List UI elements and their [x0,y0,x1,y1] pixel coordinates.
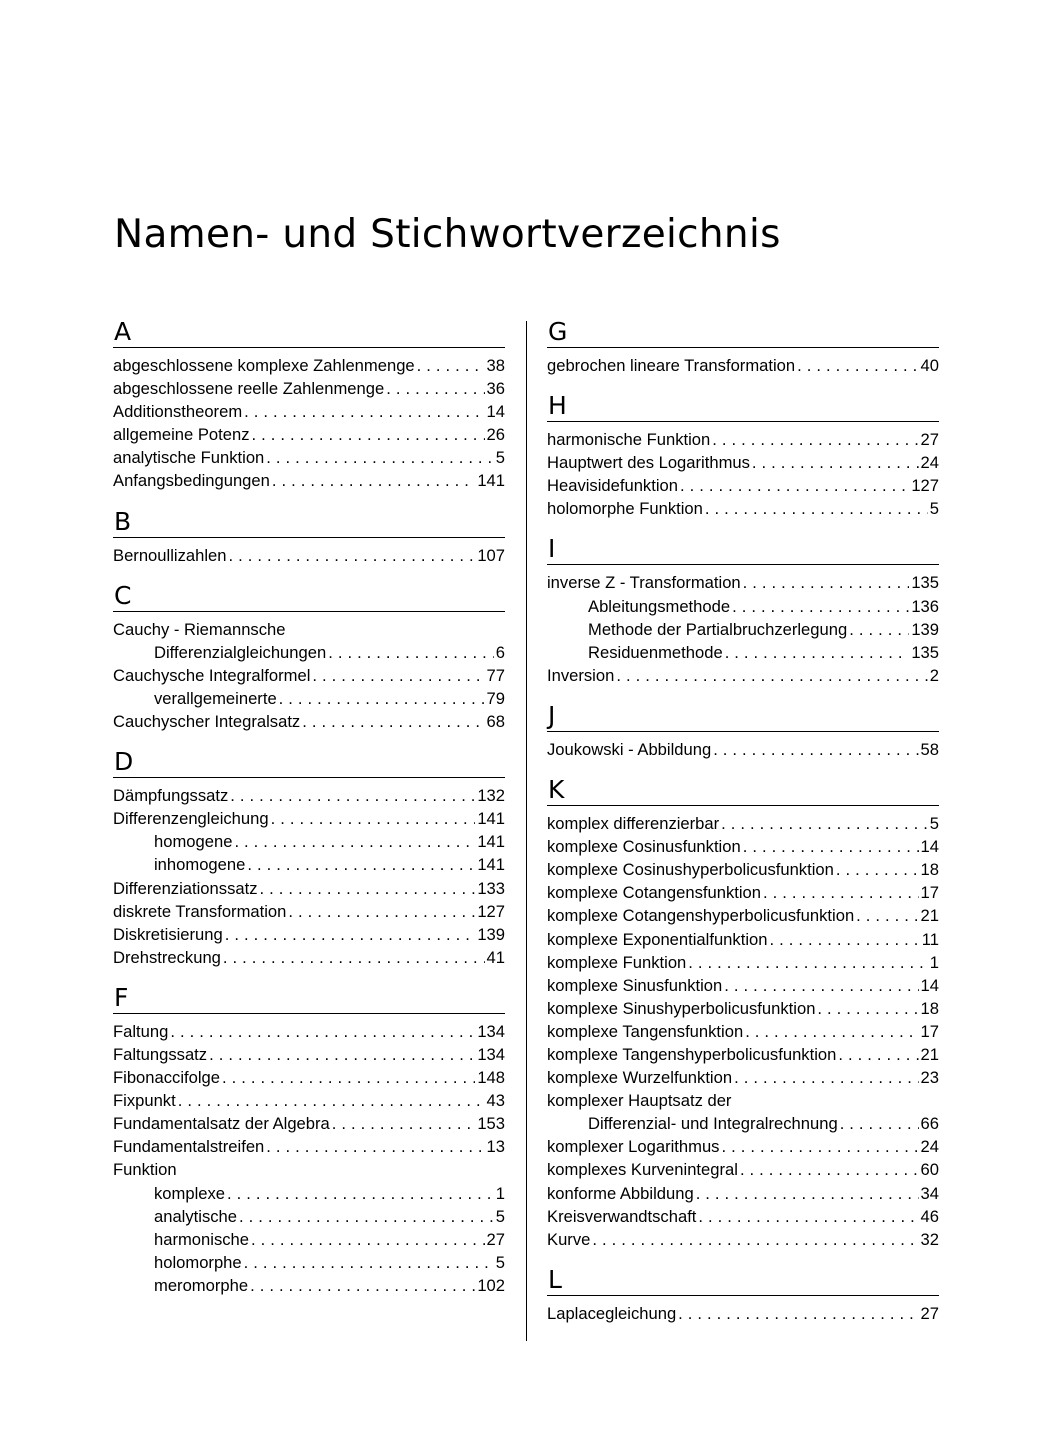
entry-page-number: 5 [929,499,939,519]
index-entry [547,451,939,474]
index-section-a [113,316,505,493]
index-column-right [547,316,939,1325]
entry-term: Laplacegleichung [547,1303,677,1323]
index-entry [113,923,505,946]
index-entry [547,474,939,497]
entry-term: harmonische Funktion [547,430,711,450]
entry-page-number: 11 [921,929,939,949]
index-entry [547,997,939,1020]
dot-leader [227,1182,494,1205]
index-entry [113,807,505,830]
entry-page-number: 102 [477,1275,505,1295]
dot-leader [332,1112,476,1135]
index-entry [547,1302,939,1325]
index-section-k [547,774,939,1251]
index-entry [113,618,505,641]
entry-page-number: 134 [477,1044,505,1064]
entry-page-number: 17 [920,883,939,903]
column-divider [526,321,527,1341]
entry-page-number: 24 [920,1137,939,1157]
index-entry [547,1158,939,1181]
dot-leader [721,1135,918,1158]
dot-leader [244,1251,494,1274]
dot-leader [745,1020,918,1043]
index-entry [547,1228,939,1251]
entry-term: Anfangsbedingungen [113,471,270,491]
index-entry [547,1089,939,1112]
index-entry [113,946,505,969]
dot-leader [178,1089,485,1112]
index-section-j [547,700,939,761]
index-entry [113,377,505,400]
entry-page-number: 21 [920,906,939,926]
index-entry [113,1066,505,1089]
entry-term: komplexe Sinusfunktion [547,975,723,995]
dot-leader [797,354,918,377]
entry-term: komplexe Sinushyperbolicusfunktion [547,998,816,1018]
index-section-c [113,580,505,733]
entry-term: Diskretisierung [113,924,223,944]
entry-term: holomorphe Funktion [547,499,703,519]
entry-term: analytische [154,1206,238,1226]
dot-leader [740,1158,919,1181]
index-entry [113,544,505,567]
dot-leader [260,877,476,900]
entry-page-number: 141 [477,809,505,829]
section-letter: L [547,1264,939,1296]
index-subentry [547,641,939,664]
dot-leader [225,923,476,946]
entry-term: Cauchysche Integralformel [113,665,311,685]
dot-leader [386,377,484,400]
dot-leader [725,641,910,664]
index-section-g [547,316,939,377]
entry-page-number: 1 [495,1183,505,1203]
entry-page-number: 1 [929,952,939,972]
entry-term: Cauchyscher Integralsatz [113,712,301,732]
dot-leader [272,469,475,492]
entry-term: verallgemeinerte [154,688,277,708]
entry-page-number: 134 [477,1021,505,1041]
dot-leader [170,1020,475,1043]
entry-term: abgeschlossene komplexe Zahlenmenge [113,356,415,375]
dot-leader [228,544,475,567]
dot-leader [223,946,485,969]
entry-page-number: 14 [486,402,505,422]
entry-term: harmonische [154,1229,250,1249]
index-entry [113,1089,505,1112]
entry-page-number: 127 [911,476,939,496]
entry-page-number: 133 [477,878,505,898]
entry-page-number: 17 [920,1021,939,1041]
entry-page-number: 24 [920,453,939,473]
entry-page-number: 40 [920,356,939,375]
entry-page-number: 136 [911,596,939,616]
entry-page-number: 60 [920,1160,939,1180]
dot-leader [266,1135,484,1158]
entry-page-number: 148 [477,1068,505,1088]
entry-term: konforme Abbildung [547,1183,694,1203]
entry-page-number: 41 [486,947,505,967]
entry-term: Faltung [113,1021,169,1041]
entry-term: Funktion [113,1160,177,1180]
section-letter: B [113,506,505,538]
entry-page-number: 141 [477,832,505,852]
index-entry [113,423,505,446]
index-subentry [113,1228,505,1251]
index-subentry [113,830,505,853]
index-subentry [547,595,939,618]
entry-term: Bernoullizahlen [113,545,227,565]
index-entry [547,951,939,974]
entry-page-number: 23 [920,1068,939,1088]
section-letter: J [547,700,939,732]
entry-page-number: 36 [486,379,505,399]
index-subentry [113,853,505,876]
dot-leader [705,497,928,520]
section-letter: G [547,316,939,348]
entry-page-number: 5 [495,1206,505,1226]
entry-page-number: 2 [929,665,939,685]
index-entry [113,1158,505,1181]
entry-page-number: 58 [920,739,939,759]
entry-term: holomorphe [154,1252,242,1272]
index-entry [547,738,939,761]
entry-page-number: 5 [495,448,505,468]
dot-leader [743,835,919,858]
entry-term: Drehstreckung [113,947,221,967]
entry-term: inverse Z - Transformation [547,573,741,593]
dot-leader [592,1228,918,1251]
index-subentry [113,1274,505,1297]
index-entry [113,877,505,900]
entry-term: komplexe Cotangensfunktion [547,883,762,903]
dot-leader [688,951,927,974]
dot-leader [271,807,476,830]
index-subentry [113,1251,505,1274]
entry-term: Joukowski - Abbildung [547,739,712,759]
entry-term: komplexe Tangensfunktion [547,1021,744,1041]
entry-term: diskrete Transformation [113,901,287,921]
entry-term: abgeschlossene reelle Zahlenmenge [113,379,385,399]
entry-term: komplexe Cosinusfunktion [547,837,741,857]
entry-term: Heavisidefunktion [547,476,678,496]
dot-leader [698,1205,918,1228]
dot-leader [328,641,494,664]
entry-term: komplexe Funktion [547,952,687,972]
dot-leader [616,664,927,687]
section-letter: F [113,982,505,1014]
dot-leader [302,710,484,733]
page-title: Namen- und Stichwortverzeichnis [114,212,781,257]
entry-term: Differenzialgleichungen [154,642,327,662]
entry-term: komplexe Tangenshyperbolicusfunktion [547,1044,837,1064]
entry-page-number: 132 [477,786,505,806]
entry-term: analytische Funktion [113,448,265,468]
dot-leader [734,1066,918,1089]
entry-page-number: 14 [920,975,939,995]
entry-page-number: 141 [477,471,505,491]
index-entry [547,1020,939,1043]
index-subentry [113,1182,505,1205]
dot-leader [417,354,485,377]
index-subentry [547,618,939,641]
index-entry [547,571,939,594]
entry-page-number: 32 [920,1229,939,1249]
entry-page-number: 139 [911,619,939,639]
index-entry [113,710,505,733]
dot-leader [743,571,910,594]
entry-term: Dämpfungssatz [113,786,229,806]
section-letter: H [547,390,939,422]
dot-leader [209,1043,475,1066]
dot-leader [266,446,493,469]
index-entry [113,354,505,377]
index-entry [547,928,939,951]
index-entry [547,835,939,858]
index-entry [547,1135,939,1158]
dot-leader [250,1274,475,1297]
index-subentry [113,687,505,710]
entry-term: Residuenmethode [588,642,723,662]
index-subentry [113,641,505,664]
entry-page-number: 18 [920,860,939,880]
dot-leader [230,784,475,807]
section-letter: I [547,533,939,565]
index-entry [547,497,939,520]
index-subentry [547,1112,939,1135]
dot-leader [713,738,918,761]
index-entry [547,812,939,835]
dot-leader [222,1066,475,1089]
entry-page-number: 27 [486,1229,505,1249]
index-entry [547,904,939,927]
entry-page-number: 141 [477,855,505,875]
index-entry [547,1043,939,1066]
dot-leader [239,1205,494,1228]
index-entry [547,664,939,687]
entry-term: Differenzengleichung [113,809,269,829]
entry-term: meromorphe [154,1275,249,1295]
entry-term: Additionstheorem [113,402,243,422]
index-entry [113,1135,505,1158]
dot-leader [838,1043,918,1066]
entry-term: Kreisverwandtschaft [547,1206,697,1226]
entry-page-number: 27 [920,1303,939,1323]
section-letter: A [113,316,505,348]
entry-page-number: 135 [911,573,939,593]
entry-page-number: 139 [477,924,505,944]
entry-term: Faltungssatz [113,1044,208,1064]
dot-leader [712,428,918,451]
entry-term: komplexe Exponentialfunktion [547,929,768,949]
entry-page-number: 68 [486,712,505,732]
entry-page-number: 5 [495,1252,505,1272]
index-entry [113,1112,505,1135]
entry-term: homogene [154,832,233,852]
entry-term: Differenziationssatz [113,878,258,898]
entry-page-number: 18 [920,998,939,1018]
dot-leader [769,928,919,951]
dot-leader [678,1302,918,1325]
entry-term: Cauchy - Riemannsche [113,619,286,639]
entry-term: Differenzial- und Integralrechnung [588,1114,838,1134]
entry-term: Kurve [547,1229,591,1249]
entry-page-number: 14 [920,837,939,857]
index-entry [547,1182,939,1205]
entry-term: komplexer Logarithmus [547,1137,720,1157]
entry-page-number: 27 [920,430,939,450]
index-section-l [547,1264,939,1325]
entry-page-number: 43 [486,1091,505,1111]
index-entry [547,428,939,451]
entry-page-number: 135 [911,642,939,662]
entry-term: Fixpunkt [113,1091,176,1111]
entry-term: Hauptwert des Logarithmus [547,453,750,473]
entry-term: allgemeine Potenz [113,425,250,445]
dot-leader [836,858,919,881]
dot-leader [817,997,918,1020]
dot-leader [247,853,475,876]
index-entry [113,1020,505,1043]
entry-term: komplexer Hauptsatz der [547,1091,732,1111]
dot-leader [252,423,485,446]
index-section-h [547,390,939,520]
entry-page-number: 38 [486,356,505,375]
entry-page-number: 127 [477,901,505,921]
entry-page-number: 66 [920,1114,939,1134]
index-entry [547,1205,939,1228]
index-section-i [547,533,939,686]
dot-leader [288,900,475,923]
entry-page-number: 153 [477,1114,505,1134]
index-entry [113,446,505,469]
entry-term: Fundamentalstreifen [113,1137,265,1157]
entry-page-number: 6 [495,642,505,662]
dot-leader [840,1112,919,1135]
entry-page-number: 5 [929,814,939,834]
dot-leader [849,618,909,641]
entry-term: komplex differenzierbar [547,814,720,834]
index-subentry [113,1205,505,1228]
index-entry [547,354,939,377]
entry-term: Inversion [547,665,615,685]
entry-term: Methode der Partialbruchzerlegung [588,619,848,639]
dot-leader [856,904,918,927]
index-entry [113,900,505,923]
entry-term: komplexe Cotangenshyperbolicusfunktion [547,906,855,926]
dot-leader [752,451,919,474]
index-section-d [113,746,505,969]
entry-page-number: 13 [486,1137,505,1157]
dot-leader [680,474,909,497]
index-entry [547,1066,939,1089]
index-entry [547,858,939,881]
entry-term: Fundamentalsatz der Algebra [113,1114,330,1134]
section-letter: D [113,746,505,778]
entry-page-number: 34 [920,1183,939,1203]
index-entry [113,400,505,423]
entry-term: komplexes Kurvenintegral [547,1160,738,1180]
index-entry [113,1043,505,1066]
index-entry [547,974,939,997]
dot-leader [724,974,918,997]
dot-leader [279,687,485,710]
index-column-left [113,316,505,1297]
entry-page-number: 21 [920,1044,939,1064]
dot-leader [732,595,909,618]
entry-term: gebrochen lineare Transformation [547,356,796,375]
dot-leader [696,1182,919,1205]
entry-term: komplexe Wurzelfunktion [547,1068,733,1088]
index-section-f [113,982,505,1297]
entry-term: inhomogene [154,855,246,875]
dot-leader [763,881,919,904]
dot-leader [251,1228,485,1251]
entry-term: Fibonaccifolge [113,1068,221,1088]
entry-term: komplexe [154,1183,226,1203]
entry-page-number: 26 [486,425,505,445]
dot-leader [234,830,475,853]
dot-leader [312,664,484,687]
section-letter: C [113,580,505,612]
dot-leader [244,400,484,423]
entry-page-number: 77 [486,665,505,685]
dot-leader [721,812,928,835]
index-section-b [113,506,505,567]
section-letter: K [547,774,939,806]
index-entry [113,469,505,492]
entry-page-number: 79 [486,688,505,708]
entry-page-number: 46 [920,1206,939,1226]
entry-term: Ableitungsmethode [588,596,731,616]
entry-page-number: 107 [477,545,505,565]
index-entry [113,664,505,687]
entry-term: komplexe Cosinushyperbolicusfunktion [547,860,834,880]
index-entry [547,881,939,904]
index-entry [113,784,505,807]
